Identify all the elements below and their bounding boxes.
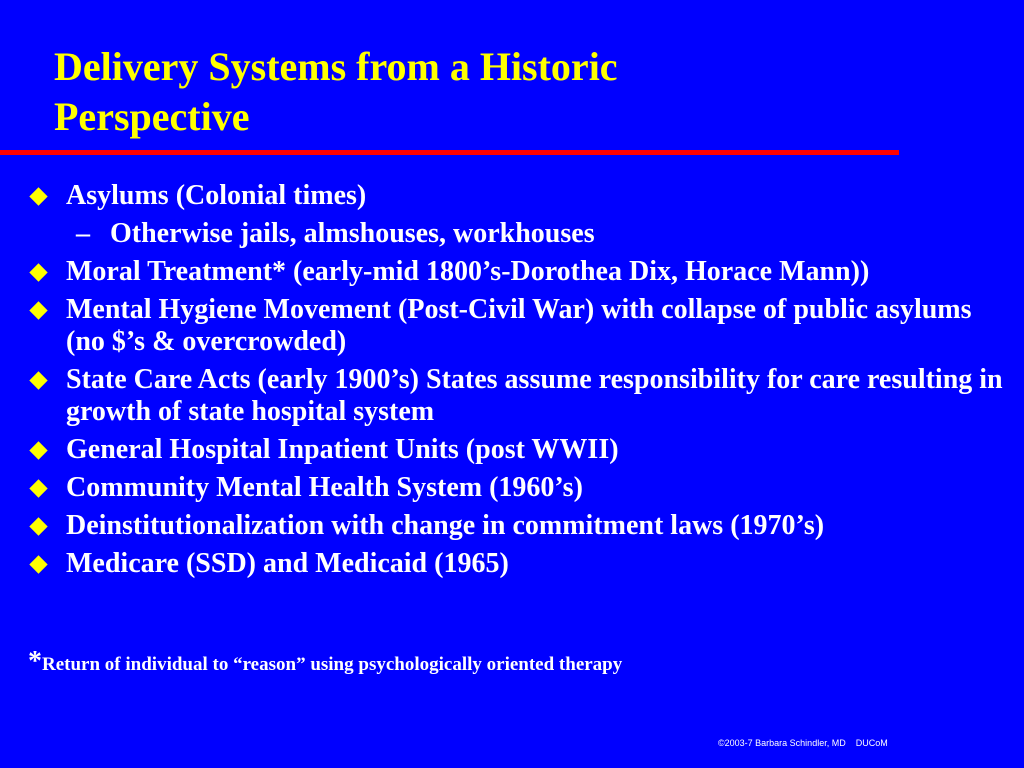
diamond-bullet-icon bbox=[29, 301, 47, 319]
bullet-item-community-mental-health bbox=[28, 472, 1008, 504]
bullet-item-asylums bbox=[28, 180, 1008, 212]
diamond-bullet-icon bbox=[29, 479, 47, 497]
diamond-bullet-icon bbox=[29, 371, 47, 389]
bullet-text: State Care Acts (early 1900’s) States assume responsibility for care resulting in growth of state hospital system bbox=[66, 364, 1003, 427]
bullet-text: Moral Treatment* (early-mid 1800’s-Dorothea Dix, Horace Mann)) bbox=[66, 256, 870, 287]
footnote bbox=[28, 648, 1008, 676]
bullet-text: Asylums (Colonial times) bbox=[66, 180, 367, 211]
bullet-item-moral-treatment bbox=[28, 256, 1008, 288]
sub-bullet-text: Otherwise jails, almshouses, workhouses bbox=[110, 218, 595, 249]
bullet-text: Community Mental Health System (1960’s) bbox=[66, 472, 583, 503]
slide-title-line-2: Perspective bbox=[54, 94, 250, 139]
diamond-bullet-icon bbox=[29, 441, 47, 459]
diamond-bullet-icon bbox=[29, 517, 47, 535]
copyright-credit: ©2003-7 Barbara Schindler, MD DUCoM bbox=[718, 738, 888, 748]
bullet-item-deinstitutionalization bbox=[28, 510, 1008, 542]
bullet-item-general-hospital bbox=[28, 434, 1008, 466]
diamond-bullet-icon bbox=[29, 187, 47, 205]
footnote-marker: * bbox=[28, 646, 42, 677]
slide-title-line-1: Delivery Systems from a Historic bbox=[54, 44, 618, 89]
bullet-text: Medicare (SSD) and Medicaid (1965) bbox=[66, 548, 509, 579]
bullet-text: Deinstitutionalization with change in commitment laws (1970’s) bbox=[66, 510, 825, 541]
sub-bullet-item-jails bbox=[28, 218, 1008, 250]
footnote-text: Return of individual to “reason” using psychologically oriented therapy bbox=[42, 654, 623, 675]
bullet-item-medicare-medicaid bbox=[28, 548, 1008, 580]
bullet-text: General Hospital Inpatient Units (post WWII) bbox=[66, 434, 619, 465]
bullet-list bbox=[28, 180, 1008, 586]
bullet-text: Mental Hygiene Movement (Post-Civil War) with collapse of public asylums (no $’s & overcrowded) bbox=[66, 294, 972, 357]
title-divider bbox=[0, 150, 899, 155]
bullet-item-mental-hygiene bbox=[28, 294, 1008, 358]
bullet-item-state-care-acts bbox=[28, 364, 1008, 428]
diamond-bullet-icon bbox=[29, 263, 47, 281]
slide-title bbox=[54, 42, 914, 142]
dash-bullet-icon: – bbox=[76, 218, 90, 249]
diamond-bullet-icon bbox=[29, 555, 47, 573]
